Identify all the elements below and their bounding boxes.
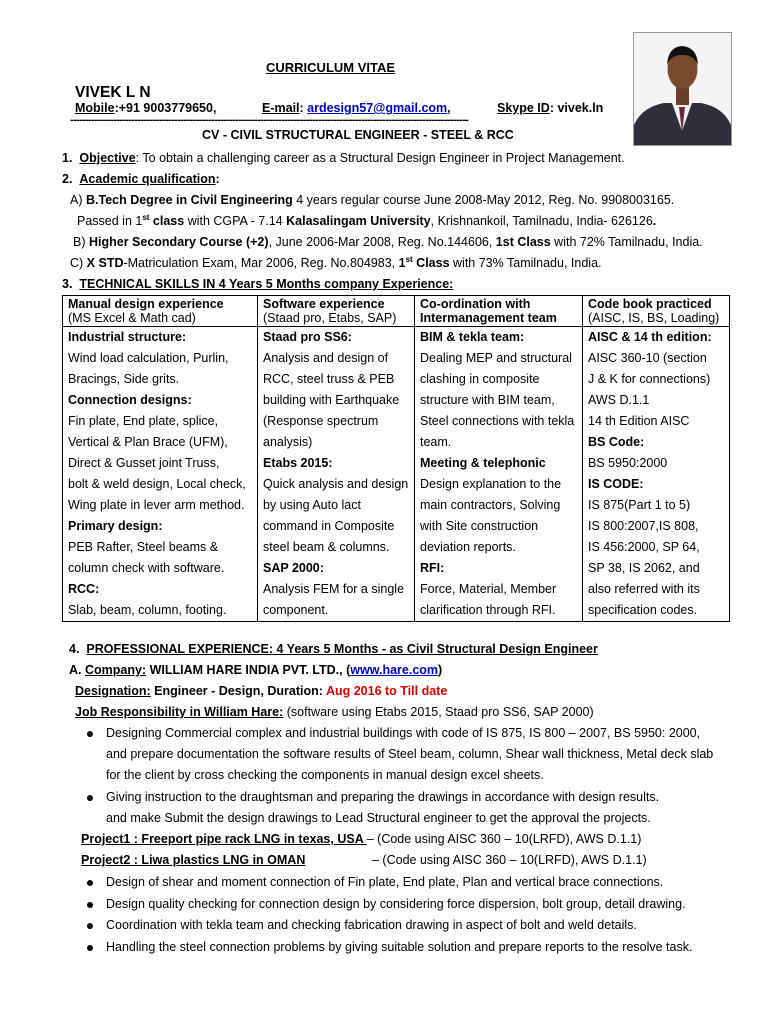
skill-text: main contractors, Solving xyxy=(420,498,561,512)
btech-period: . xyxy=(652,214,657,228)
bullet-text: Design quality checking for connection design by considering force dispersion, bolt group, detail drawing. xyxy=(106,897,686,911)
skill-subheading: RFI: xyxy=(420,561,445,575)
sslc-sup: st xyxy=(405,254,413,264)
skill-subheading: Industrial structure: xyxy=(68,330,187,344)
company-label: Company: xyxy=(84,663,147,677)
bullet-text: and prepare documentation the software results of Steel beam, column, Shear wall thickness, Metal deck slab xyxy=(106,747,714,761)
skill-text: steel beam & columns. xyxy=(263,540,390,554)
bullet-icon xyxy=(87,795,93,801)
skill-text: clarification through RFI. xyxy=(420,603,556,617)
designation-label: Designation: xyxy=(75,684,151,698)
bullet-icon xyxy=(87,902,93,908)
header-title: Co-ordination with xyxy=(420,297,531,311)
skill-text: SP 38, IS 2062, and xyxy=(588,561,700,575)
skill-text: Quick analysis and design xyxy=(263,477,409,491)
skill-subheading: Staad pro SS6: xyxy=(263,330,352,344)
bullet-text: Coordination with tekla team and checking fabrication drawing in aspect of bolt and weld details. xyxy=(106,918,637,932)
sslc-prefix: C) xyxy=(70,256,87,270)
company-link[interactable]: www.hare.com xyxy=(350,663,439,677)
designation-line xyxy=(75,684,447,698)
skill-text: IS 875(Part 1 to 5) xyxy=(588,498,691,512)
skill-text: AWS D.1.1 xyxy=(588,393,650,407)
hsc-details: , June 2006-Mar 2008, Reg. No.144606, xyxy=(268,235,496,249)
skill-text: PEB Rafter, Steel beams & xyxy=(68,540,219,554)
skills-cell-software xyxy=(258,327,415,622)
skill-text: Wing plate in lever arm method. xyxy=(68,498,245,512)
skill-text: Wind load calculation, Purlin, xyxy=(68,351,229,365)
skills-header-manual xyxy=(63,296,258,327)
skype-line xyxy=(497,101,603,115)
header-title: Manual design experience xyxy=(68,297,224,311)
skill-text: Bracings, Side grits. xyxy=(68,372,180,386)
skill-text: clashing in composite xyxy=(420,372,540,386)
email-colon: : xyxy=(299,101,308,115)
skill-text: BS 5950:2000 xyxy=(588,456,668,470)
skill-text: (Response spectrum xyxy=(263,414,379,428)
academic-btech xyxy=(70,193,674,207)
btech-passed: Passed in 1 xyxy=(77,214,143,228)
job-responsibility-line xyxy=(75,705,594,719)
objective-number: 1. xyxy=(62,151,73,165)
hsc-class: 1st Class xyxy=(495,235,551,249)
skills-header-row xyxy=(63,296,730,327)
skills-table xyxy=(62,295,730,622)
designation-text: Engineer - Design, Duration: xyxy=(150,684,326,698)
header-subtitle: (MS Excel & Math cad) xyxy=(68,311,196,325)
email-comma: , xyxy=(447,101,451,115)
skill-text: bolt & weld design, Local check, xyxy=(68,477,246,491)
project2-text: – (Code using AISC 360 – 10(LRFD), AWS D.1.1) xyxy=(372,853,647,867)
profile-photo xyxy=(633,32,732,146)
academic-hsc xyxy=(73,235,703,249)
skills-header-codes xyxy=(583,296,730,327)
project2-label: Project2 : Liwa plastics LNG in OMAN xyxy=(81,853,306,867)
skill-text: 14 th Edition AISC xyxy=(588,414,690,428)
skill-text: by using Auto lact xyxy=(263,498,361,512)
header-subtitle: (Staad pro, Etabs, SAP) xyxy=(263,311,397,325)
document-title: CURRICULUM VITAE xyxy=(266,60,396,75)
contact-line xyxy=(75,101,216,115)
skill-subheading: Etabs 2015: xyxy=(263,456,333,470)
skill-text: Analysis and design of xyxy=(263,351,389,365)
skill-text: Dealing MEP and structural xyxy=(420,351,572,365)
skill-subheading: AISC & 14 th edition: xyxy=(588,330,712,344)
hsc-course: Higher Secondary Course (+2) xyxy=(88,235,269,249)
skill-text: J & K for connections) xyxy=(588,372,711,386)
project1-line xyxy=(81,832,641,846)
skill-text: IS 456:2000, SP 64, xyxy=(588,540,700,554)
btech-sup: st xyxy=(142,212,150,222)
technical-number: 3. xyxy=(62,277,73,291)
sslc-class-num: 1 xyxy=(398,256,406,270)
skill-text: Slab, beam, column, footing. xyxy=(68,603,227,617)
btech-university: Kalasalingam University xyxy=(286,214,431,228)
skill-text: AISC 360-10 (section xyxy=(588,351,707,365)
objective-line xyxy=(62,151,625,165)
header-divider: ---------------------------------------------------------------------------------------------------------------------------------- xyxy=(70,114,469,126)
academic-number: 2. xyxy=(62,172,73,186)
skill-text: column check with software. xyxy=(68,561,225,575)
header-subtitle: (AISC, IS, BS, Loading) xyxy=(588,311,720,325)
sslc-details: -Matriculation Exam, Mar 2006, Reg. No.804983, xyxy=(123,256,399,270)
company-line xyxy=(69,663,442,677)
project1-text: – (Code using AISC 360 – 10(LRFD), AWS D.1.1) xyxy=(366,832,642,846)
professional-label: PROFESSIONAL EXPERIENCE: 4 Years 5 Months - as Civil Structural Design Engineer xyxy=(86,642,598,656)
bullet-text: and make Submit the design drawings to Lead Structural engineer to get the approval the projects. xyxy=(106,811,651,825)
project1-label: Project1 : Freeport pipe rack LNG in texas, USA xyxy=(81,832,367,846)
header-title: Software experience xyxy=(263,297,385,311)
job-text: (software using Etabs 2015, Staad pro SS6, SAP 2000) xyxy=(283,705,594,719)
skill-text: RCC, steel truss & PEB xyxy=(263,372,395,386)
bullet-icon xyxy=(87,731,93,737)
skills-cell-codes xyxy=(583,327,730,622)
sslc-rest: with 73% Tamilnadu, India. xyxy=(449,256,602,270)
skill-text: IS 800:2007,IS 808, xyxy=(588,519,699,533)
bullet-text: Giving instruction to the draughtsman and preparing the drawings in accordance with design results. xyxy=(106,790,660,804)
professional-heading xyxy=(69,642,598,656)
skill-text: also referred with its xyxy=(588,582,700,596)
skill-text: command in Composite xyxy=(263,519,395,533)
email-line xyxy=(262,101,451,115)
sslc-std: X STD xyxy=(86,256,124,270)
skill-text: Analysis FEM for a single xyxy=(263,582,405,596)
skill-text: Steel connections with tekla xyxy=(420,414,575,428)
objective-label: Objective xyxy=(79,151,136,165)
project2-label-wrap xyxy=(81,853,305,867)
technical-label: TECHNICAL SKILLS IN 4 Years 5 Months company Experience: xyxy=(79,277,454,291)
skype-label: Skype ID xyxy=(497,101,550,115)
skill-text: team. xyxy=(420,435,452,449)
skill-text: Fin plate, End plate, splice, xyxy=(68,414,219,428)
candidate-name: VIVEK L N xyxy=(75,84,151,101)
bullet-icon xyxy=(87,880,93,886)
company-name: WILLIAM HARE INDIA PVT. LTD., ( xyxy=(146,663,351,677)
btech-details: 4 years regular course June 2008-May 2012, Reg. No. 9908003165. xyxy=(292,193,675,207)
objective-text: : To obtain a challenging career as a Structural Design Engineer in Project Management. xyxy=(135,151,625,165)
hsc-rest: with 72% Tamilnadu, India. xyxy=(550,235,703,249)
duration-text: Aug 2016 to Till date xyxy=(325,684,448,698)
skill-subheading: BIM & tekla team: xyxy=(420,330,525,344)
skills-header-coordination xyxy=(415,296,583,327)
skill-text: component. xyxy=(263,603,329,617)
skill-text: Design explanation to the xyxy=(420,477,562,491)
skills-cell-coordination xyxy=(415,327,583,622)
btech-class: class xyxy=(149,214,185,228)
skill-text: structure with BIM team, xyxy=(420,393,555,407)
bullet-text: Designing Commercial complex and industrial buildings with code of IS 875, IS 800 – 2007, BS 5950: 2000, xyxy=(106,726,701,740)
skype-value: : vivek.ln xyxy=(549,101,604,115)
bullet-icon xyxy=(87,923,93,929)
email-link[interactable]: ardesign57@gmail.com xyxy=(307,101,448,115)
skill-text: Force, Material, Member xyxy=(420,582,557,596)
email-label: E-mail xyxy=(262,101,300,115)
technical-heading xyxy=(62,277,453,291)
skill-text: Direct & Gusset joint Truss, xyxy=(68,456,220,470)
bullet-text: for the client by cross checking the components in manual design excel sheets. xyxy=(106,768,544,782)
skill-text: with Site construction xyxy=(420,519,539,533)
skill-subheading: IS CODE: xyxy=(588,477,644,491)
academic-sslc xyxy=(70,256,602,270)
header-title: Code book practiced xyxy=(588,297,712,311)
professional-number: 4. xyxy=(69,642,80,656)
skill-text: deviation reports. xyxy=(420,540,516,554)
bullet-text: Design of shear and moment connection of Fin plate, End plate, Plan and vertical brace connections. xyxy=(106,875,664,889)
profile-photo-graphic xyxy=(634,33,731,145)
skill-text: building with Earthquake xyxy=(263,393,400,407)
academic-btech-class xyxy=(77,214,656,228)
skill-text: Vertical & Plan Brace (UFM), xyxy=(68,435,228,449)
skill-text: specification codes. xyxy=(588,603,698,617)
skill-subheading: SAP 2000: xyxy=(263,561,324,575)
btech-degree: B.Tech Degree in Civil Engineering xyxy=(85,193,293,207)
mobile-value: :+91 9003779650, xyxy=(114,101,217,115)
skill-subheading: Connection designs: xyxy=(68,393,192,407)
btech-cgpa: with CGPA - 7.14 xyxy=(184,214,287,228)
bullet-text: Handling the steel connection problems by giving suitable solution and prepare reports to the resolve task. xyxy=(106,940,693,954)
skills-body-row xyxy=(63,327,730,622)
hsc-prefix: B) xyxy=(73,235,89,249)
company-close: ) xyxy=(438,663,443,677)
academic-colon: : xyxy=(215,172,220,186)
academic-heading xyxy=(62,172,220,186)
skills-header-software xyxy=(258,296,415,327)
cv-subtitle: CV - CIVIL STRUCTURAL ENGINEER - STEEL & RCC xyxy=(202,128,514,142)
skills-cell-manual xyxy=(63,327,258,622)
academic-label: Academic qualification xyxy=(79,172,216,186)
bullet-icon xyxy=(87,945,93,951)
skill-subheading: Primary design: xyxy=(68,519,163,533)
header-subtitle: Intermanagement team xyxy=(420,311,557,325)
company-prefix: A. xyxy=(69,663,85,677)
sslc-class: Class xyxy=(412,256,450,270)
btech-prefix: A) xyxy=(70,193,86,207)
skill-subheading: RCC: xyxy=(68,582,100,596)
mobile-label: Mobile xyxy=(75,101,115,115)
skill-subheading: Meeting & telephonic xyxy=(420,456,546,470)
btech-location: , Krishnankoil, Tamilnadu, India- 626126 xyxy=(430,214,653,228)
skill-text: analysis) xyxy=(263,435,313,449)
job-label: Job Responsibility in William Hare: xyxy=(75,705,284,719)
skill-subheading: BS Code: xyxy=(588,435,645,449)
